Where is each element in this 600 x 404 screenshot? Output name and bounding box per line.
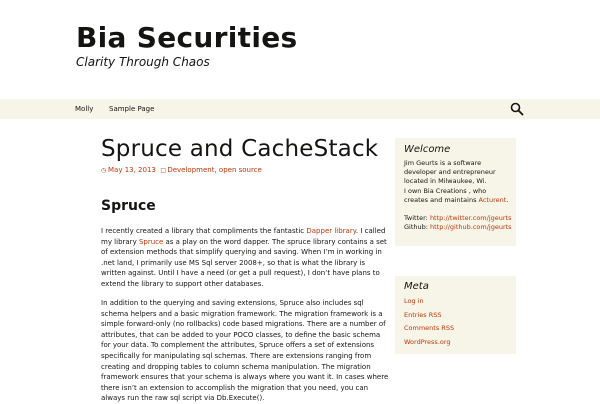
p1-text-3: as a play on the word dapper. The spruce library contains a set of extension methods that simplify querying and saving. When I’m in working in .net land, I primarily use MS Sql server 2008+, so that is what the library is written against. Until I have a need (or get a pull request), I don’t have plans to extend the library to support other databases. <box>101 237 387 288</box>
section-heading: Spruce <box>101 198 156 214</box>
p1-text-2: . I called my library <box>101 227 386 246</box>
entries-rss-link[interactable]: Entries RSS <box>404 311 442 319</box>
welcome-social <box>404 214 512 232</box>
paragraph-migrations: In addition to the querying and saving extensions, Spruce also includes sql schema helpers and a basic migration framework. The migration framework is a simple forward-only (no rollbacks) code based migrations. There are a number of attributes, that can be added to your POCO classes, to define the basic schema for your data. To complement the attributes, Spruce offers a set of extensions specifically for manipulating sql schemas. There are extensions ranging from creating and dropping tables to column schema manipulation. The migration framework ensures that your schema is always where you want it. In cases where there isn’t an extension to accomplish the migration that you need, you can always run the raw sql script via Db.Execute(). <box>101 299 389 403</box>
nav-item-sample-page[interactable]: Sample Page <box>109 105 155 113</box>
welcome-widget <box>395 138 516 246</box>
entry-meta <box>101 165 262 176</box>
search-icon[interactable] <box>510 102 524 116</box>
ownership-text: I own Bia Creations , who creates and maintains <box>404 187 487 204</box>
comments-rss-link[interactable]: Comments RSS <box>404 324 455 332</box>
twitter-link[interactable]: http://twitter.com/jgeurts <box>429 214 512 222</box>
post-date-link[interactable]: May 13, 2013 <box>108 166 156 174</box>
clock-icon: ◷ <box>101 167 107 174</box>
category-development-link[interactable]: Development <box>167 166 215 174</box>
acturent-link[interactable]: Acturent <box>478 196 507 204</box>
wordpress-org-link[interactable]: WordPress.org <box>404 338 451 346</box>
category-open-source-link[interactable]: open source <box>218 166 262 174</box>
dapper-library-link[interactable]: Dapper library <box>306 227 356 235</box>
entry-title[interactable]: Spruce and CacheStack <box>101 136 379 162</box>
github-label: Github: <box>404 223 431 231</box>
welcome-bio: Jim Geurts is a software developer and entrepreneur located in Milwaukee, Wi. <box>404 159 496 185</box>
p1-text-1: I recently created a library that compliments the fantastic <box>101 227 307 235</box>
twitter-label: Twitter: <box>404 214 430 222</box>
paragraph-intro <box>101 226 391 290</box>
ownership-end: . <box>506 196 509 204</box>
category-separator: , <box>214 166 219 174</box>
spruce-link[interactable]: Spruce <box>138 237 164 246</box>
main-navigation <box>0 99 600 119</box>
github-link[interactable]: http://github.com/jgeurts <box>430 223 512 231</box>
welcome-widget-title: Welcome <box>404 144 451 155</box>
site-title[interactable]: Bia Securities <box>76 21 298 54</box>
site-header <box>0 0 600 99</box>
meta-widget <box>395 276 516 354</box>
log-in-link[interactable]: Log in <box>404 297 424 305</box>
nav-item-molly[interactable]: Molly <box>75 105 94 113</box>
folder-icon: □ <box>160 167 166 174</box>
meta-widget-title: Meta <box>404 281 429 292</box>
site-description: Clarity Through Chaos <box>76 55 210 69</box>
welcome-ownership <box>404 187 512 205</box>
